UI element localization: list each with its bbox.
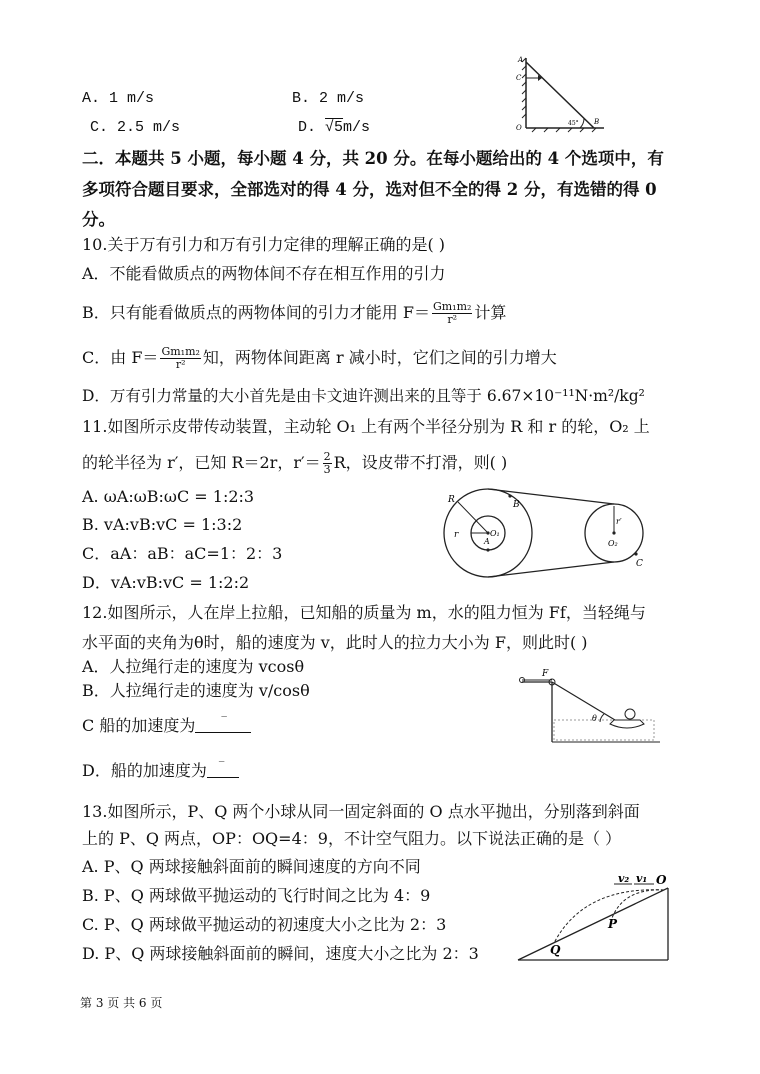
q10-stem: 10.关于万有引力和万有引力定律的理解正确的是( ) <box>82 235 446 254</box>
fig9-label-c: C <box>516 74 522 82</box>
fig9-label-b: B <box>594 118 600 126</box>
section2-line3: 分。 <box>82 210 115 229</box>
q12-option-d-blank: ‾ <box>207 765 239 778</box>
fig13-label-P: P <box>608 917 618 931</box>
q11-option-d: D．vA:vB:vC = 1:2:2 <box>82 573 250 592</box>
q10-option-b: B．只有能看做质点的两物体间的引力才能用 F＝ $\frac{\text{Gm₁m₂}}{\text{r²}}$ 计算 <box>82 300 507 326</box>
q11-option-c: C．aA：aB：aC=1：2：3 <box>82 544 283 563</box>
q10-option-d: D．万有引力常量的大小首先是由卡文迪许测出来的且等于 6.67×10⁻¹¹N·m²/kg² <box>82 387 645 405</box>
q9-option-c: C. 2.5 m/s <box>90 119 181 136</box>
fig11-label-R: R <box>448 495 455 505</box>
q13-option-d: D. P、Q 两球接触斜面前的瞬间，速度大小之比为 2：3 <box>82 944 479 963</box>
page-footer: 第 3 页 共 6 页 <box>80 996 163 1010</box>
q9-option-d: D. √5m/s <box>298 119 371 136</box>
section2-line2: 多项符合题目要求，全部选对的得 4 分，选对但不全的得 2 分，有选错的得 0 <box>82 180 657 199</box>
fig12-label-theta: θ <box>592 714 597 723</box>
figure-q9-incline <box>508 54 608 134</box>
q13-stem-line2: 上的 P、Q 两点，OP：OQ=4：9，不计空气阻力。以下说法正确的是（ ） <box>82 829 622 848</box>
q10-option-c: C．由 F＝ $\frac{\text{Gm₁m₂}}{\text{r²}}$ 知，两物体间距离 r 减小时，它们之间的引力增大 <box>82 345 557 371</box>
fig11-label-C: C <box>636 559 643 569</box>
q11-option-a: A. ωA:ωB:ωC = 1:2:3 <box>82 487 255 506</box>
fig9-label-o: O <box>516 124 522 132</box>
q12-stem-line1: 12.如图所示，人在岸上拉船，已知船的质量为 m，水的阻力恒为 Ff，当轻绳与 <box>82 603 646 622</box>
q13-option-c: C. P、Q 两球做平抛运动的初速度大小之比为 2：3 <box>82 915 447 934</box>
fig13-label-O: O <box>656 873 667 887</box>
q11-stem-line1: 11.如图所示皮带传动装置，主动轮 O₁ 上有两个半径分别为 R 和 r 的轮，O₂ 上 <box>82 417 650 436</box>
q12-option-c-blank: ‾ <box>195 720 251 733</box>
fig11-label-O2: O₂ <box>608 539 618 548</box>
q12-stem-line2: 水平面的夹角为θ时，船的速度为 v，此时人的拉力大小为 F，则此时( ) <box>82 633 588 652</box>
figure-q13-incline-projectiles <box>514 868 674 964</box>
q10-option-a: A．不能看做质点的两物体间不存在相互作用的引力 <box>82 264 446 283</box>
q13-stem-line1: 13.如图所示，P、Q 两个小球从同一固定斜面的 O 点水平抛出，分别落到斜面 <box>82 802 640 821</box>
fig11-label-B: B <box>513 500 520 510</box>
fig11-label-A: A <box>484 537 490 546</box>
q11-stem-line2: 的轮半径为 r′，已知 R＝2r，r′＝ $\frac{2}{3}$ R，设皮带不打滑，则( ) <box>82 450 508 476</box>
figure-q11-belt-drive <box>438 486 658 582</box>
fig11-label-r-prime: r′ <box>616 517 622 526</box>
q12-option-d: D．船的加速度为 ‾ <box>82 761 239 781</box>
q12-option-a: A．人拉绳行走的速度为 vcosθ <box>82 657 305 676</box>
q12-option-c: C 船的加速度为 ‾ <box>82 716 251 736</box>
q13-option-b: B. P、Q 两球做平抛运动的飞行时间之比为 4：9 <box>82 886 431 905</box>
q9-option-a: A. 1 m/s <box>82 90 155 107</box>
fig13-label-v2: v₂ <box>618 872 630 885</box>
q9-option-b: B. 2 m/s <box>292 90 365 107</box>
fig12-label-F: F <box>542 669 549 679</box>
q11-option-b: B. vA:vB:vC = 1:3:2 <box>82 515 243 534</box>
fig11-label-O1: O₁ <box>490 529 500 538</box>
figure-q12-boat-pulling <box>512 664 672 746</box>
fig11-label-r: r <box>454 530 459 540</box>
fig13-label-Q: Q <box>550 943 561 957</box>
fig9-label-a: A <box>518 56 524 64</box>
fig9-label-angle: 45° <box>568 120 579 127</box>
q12-option-b: B．人拉绳行走的速度为 v/cosθ <box>82 681 310 700</box>
fig13-label-v1: v₁ <box>636 872 648 885</box>
q13-option-a: A. P、Q 两球接触斜面前的瞬间速度的方向不同 <box>82 857 421 876</box>
section2-line1: 二．本题共 5 小题，每小题 4 分，共 20 分。在每小题给出的 4 个选项中，有 <box>82 149 664 168</box>
